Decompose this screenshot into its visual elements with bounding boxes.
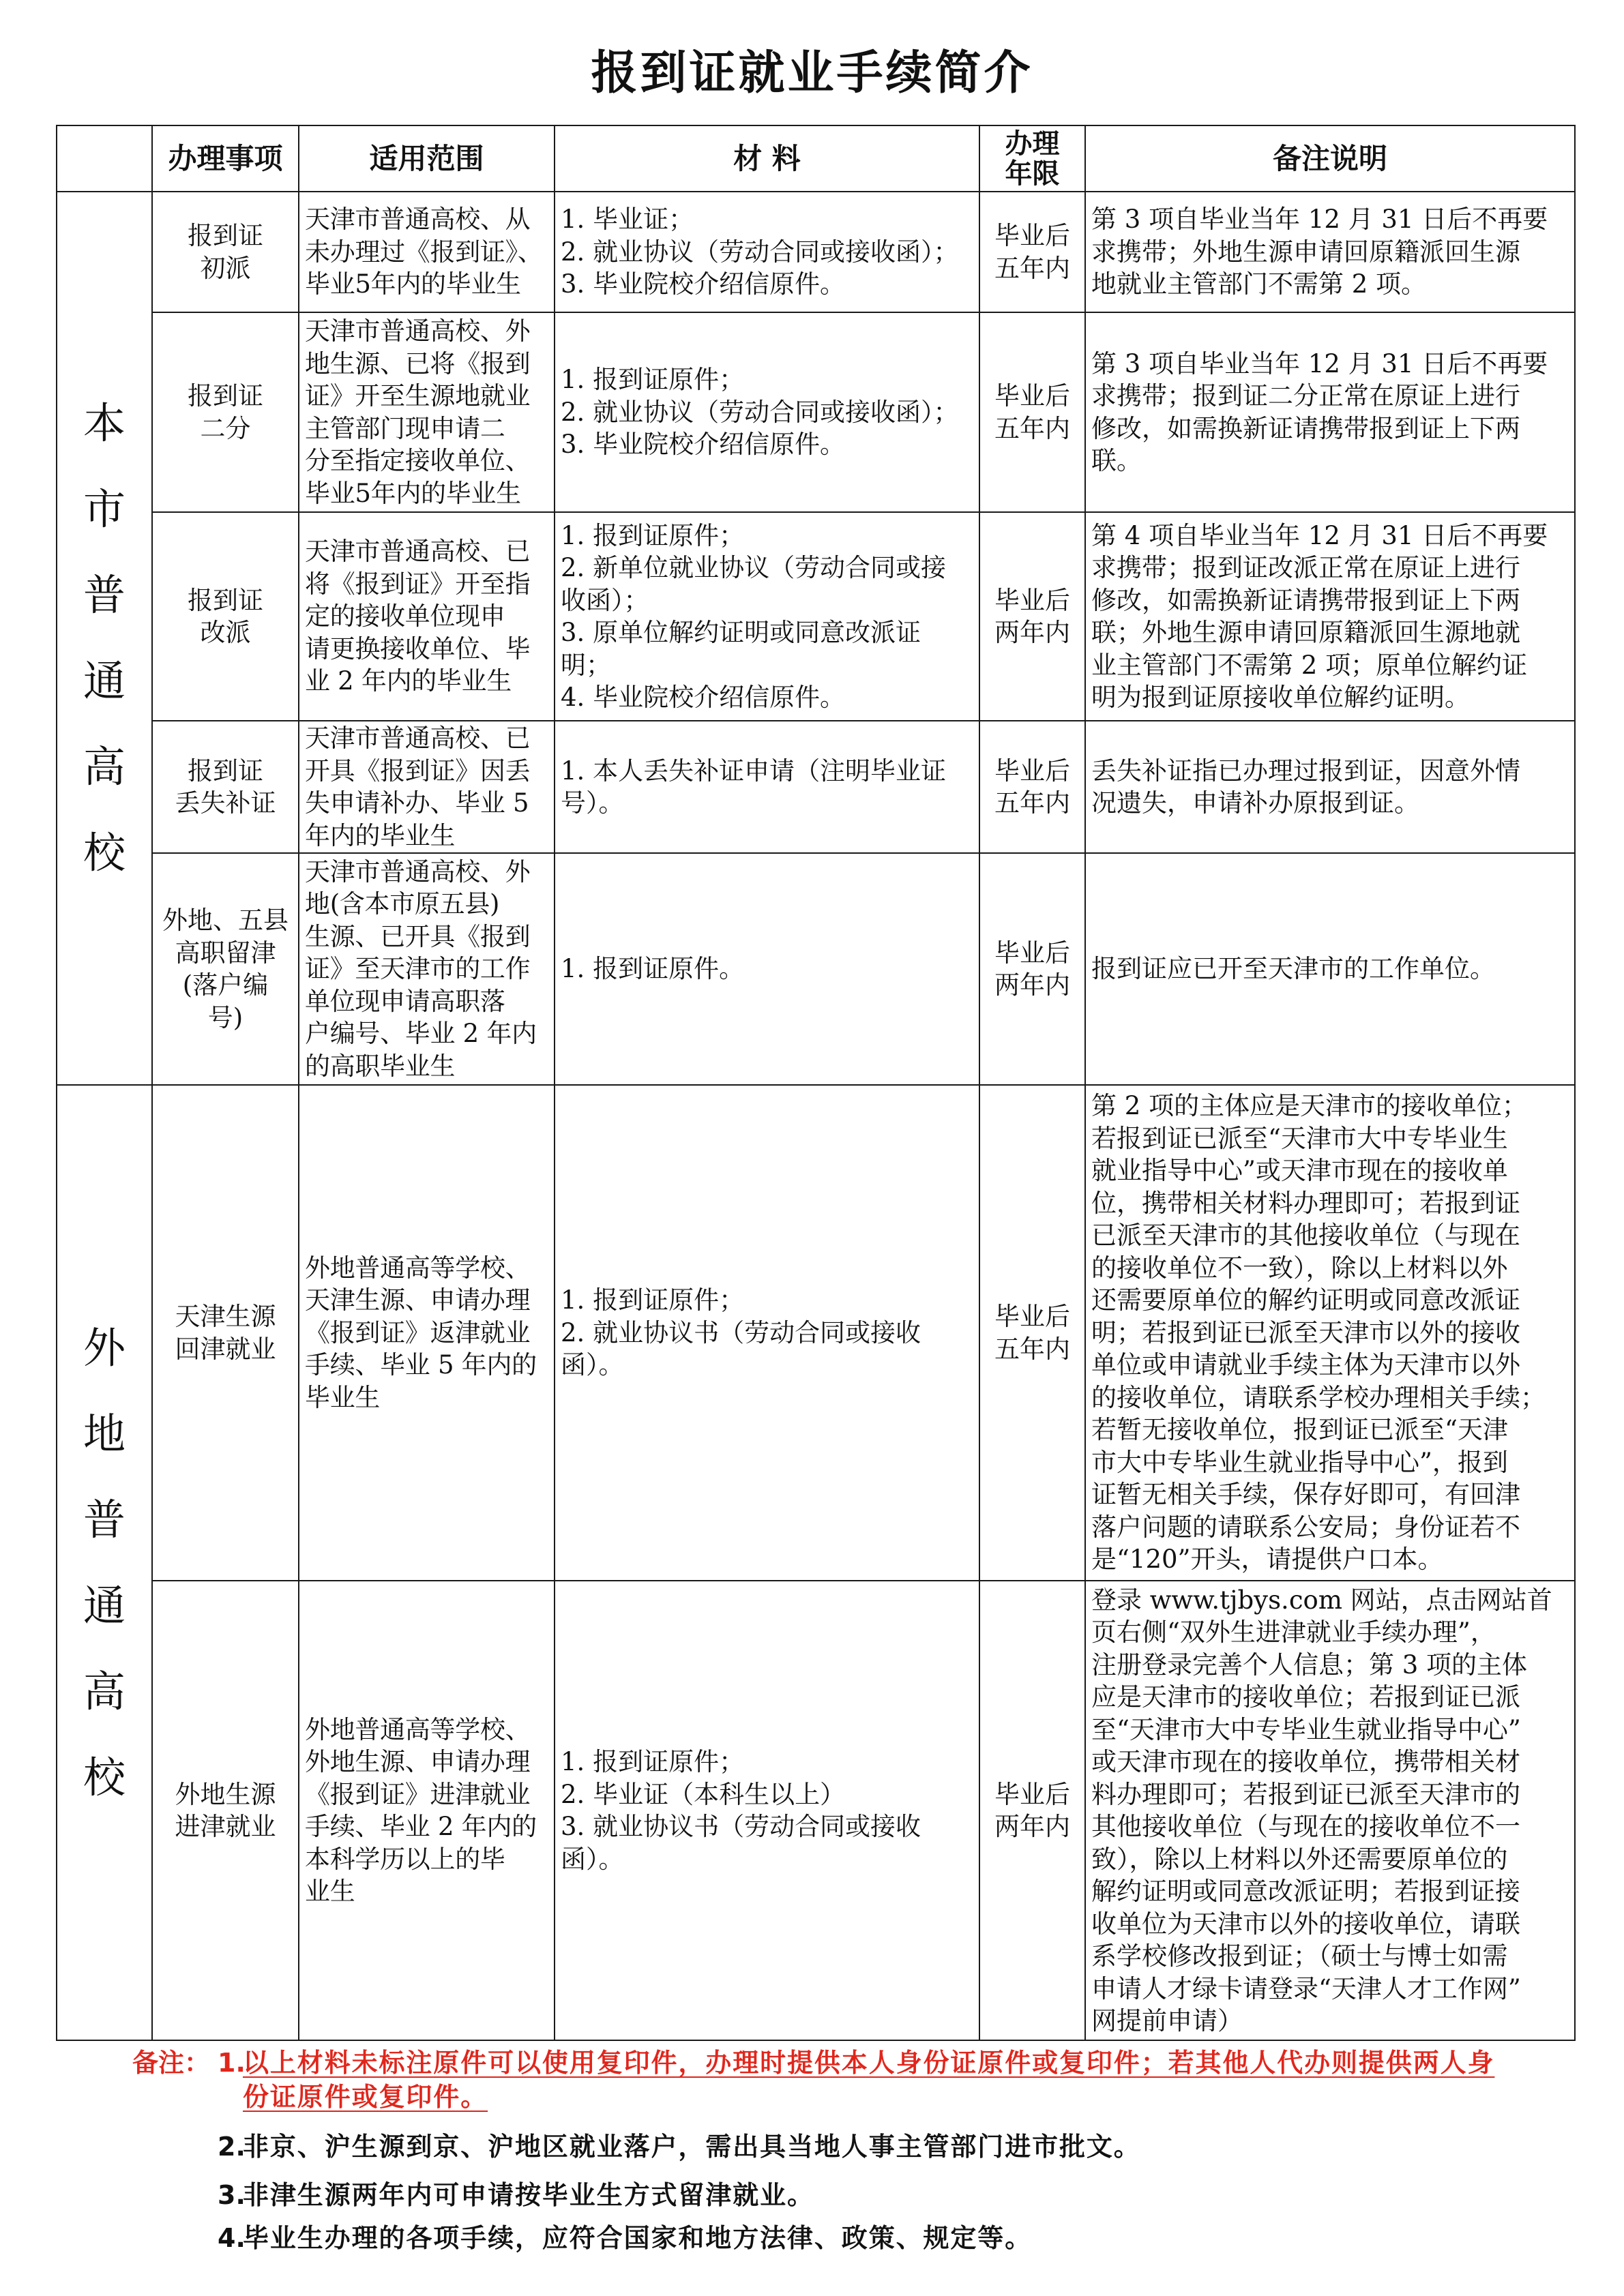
note-number: 1. [218,2048,246,2078]
remarks-cell: 第 2 项的主体应是天津市的接收单位； 若报到证已派至“天津市大中专毕业生 就业指导中心”或天津市现在的接收单 位，携带相关材料办理即可；若报到证 已派至天津市的其他接收单位（与现在 的接收单位不一致），除以上材料以外 还需要原单位的解约证明或同意改派证 明；若报到证已派至天津市以外的接收 单位或申请就业手续主体为天津市以外 的接收单位，请联系学校办理相关手续； 若暂无接收单位，报到证已派至“天津 市大中专毕业生就业指导中心”，报到 证暂无相关手续，保存好即可，有回津 落户问题的请联系公安局；身份证若不 是“120”开头，请提供户口本。 [1085,1085,1575,1581]
note-text: 毕业生办理的各项手续，应符合国家和地方法律、政策、规定等。 [243,2223,1033,2253]
period-cell: 毕业后 五年内 [979,312,1085,512]
note-item [0,2046,1624,2112]
procedures-table [56,125,1576,2041]
header-category [57,125,152,192]
item-cell: 报到证 初派 [152,192,299,312]
remarks-cell: 报到证应已开至天津市的工作单位。 [1085,853,1575,1085]
note-text: 以上材料未标注原件可以使用复印件，办理时提供本人身份证原件或复印件；若其他人代办则提供两人身份证原件或复印件。 [243,2048,1495,2112]
materials-cell: 1. 报到证原件； 2. 就业协议书（劳动合同或接收 函）。 [555,1085,979,1581]
materials-cell: 1. 报到证原件； 2. 毕业证（本科生以上） 3. 就业协议书（劳动合同或接收 函）。 [555,1581,979,2040]
materials-cell: 1. 报到证原件； 2. 新单位就业协议（劳动合同或接 收函）； 3. 原单位解约证明或同意改派证 明； 4. 毕业院校介绍信原件。 [555,512,979,721]
note-number: 4. [218,2223,246,2253]
item-cell: 报到证 丢失补证 [152,721,299,853]
period-cell: 毕业后 五年内 [979,192,1085,312]
header-item: 办理事项 [152,125,299,192]
materials-cell: 1. 报到证原件。 [555,853,979,1085]
period-cell: 毕业后 五年内 [979,721,1085,853]
header-materials: 材 料 [555,125,979,192]
item-cell: 天津生源 回津就业 [152,1085,299,1581]
category-label: 本市普通高校 [83,398,126,878]
item-cell: 报到证 改派 [152,512,299,721]
table-row [57,721,1575,853]
notes-label: 备注： [132,2048,211,2078]
note-number: 3. [218,2180,246,2210]
note-text: 非津生源两年内可申请按毕业生方式留津就业。 [243,2180,814,2210]
table-row [57,192,1575,312]
materials-cell: 1. 毕业证； 2. 就业协议（劳动合同或接收函）； 3. 毕业院校介绍信原件。 [555,192,979,312]
scope-cell: 天津市普通高校、从 未办理过《报到证》、 毕业5年内的毕业生 [299,192,555,312]
note-item [0,2221,1624,2255]
header-period: 办理 年限 [979,125,1085,192]
note-item [0,2130,1624,2164]
scope-cell: 天津市普通高校、外 地生源、已将《报到 证》开至生源地就业 主管部门现申请二 分至指定接收单位、 毕业5年内的毕业生 [299,312,555,512]
header-scope: 适用范围 [299,125,555,192]
period-cell: 毕业后 两年内 [979,512,1085,721]
category-cell [57,1085,152,2040]
note-text: 非京、沪生源到京、沪地区就业落户，需出具当地人事主管部门进市批文。 [243,2132,1141,2162]
page-title: 报到证就业手续简介 [591,46,1033,100]
table-row [57,1581,1575,2040]
remarks-cell: 登录 www.tjbys.com 网站，点击网站首 页右侧“双外生进津就业手续办理”， 注册登录完善个人信息；第 3 项的主体 应是天津市的接收单位；若报到证已派 至“天津市大中专毕业生就业指导中心” 或天津市现在的接收单位，携带相关材 料办理即可；若报到证已派至天津市的 其他接收单位（与现在的接收单位不一 致），除以上材料以外还需要原单位的 解约证明或同意改派证明；若报到证接 收单位为天津市以外的接收单位，请联 系学校修改报到证；（硕士与博士如需 申请人才绿卡请登录“天津人才工作网” 网提前申请） [1085,1581,1575,2040]
item-cell: 报到证 二分 [152,312,299,512]
item-cell: 外地生源 进津就业 [152,1581,299,2040]
materials-cell: 1. 本人丢失补证申请（注明毕业证 号）。 [555,721,979,853]
remarks-cell: 丢失补证指已办理过报到证，因意外情 况遗失，申请补办原报到证。 [1085,721,1575,853]
table-row [57,1085,1575,1581]
table-row [57,312,1575,512]
remarks-cell: 第 3 项自毕业当年 12 月 31 日后不再要 求携带；报到证二分正常在原证上进行 修改，如需换新证请携带报到证上下两 联。 [1085,312,1575,512]
period-cell: 毕业后 五年内 [979,1085,1085,1581]
scope-cell: 天津市普通高校、已 开具《报到证》因丢 失申请补办、毕业 5 年内的毕业生 [299,721,555,853]
category-label: 外地普通高校 [83,1322,126,1802]
scope-cell: 天津市普通高校、已 将《报到证》开至指 定的接收单位现申 请更换接收单位、毕 业 2 年内的毕业生 [299,512,555,721]
table-row [57,853,1575,1085]
scope-cell: 外地普通高等学校、 天津生源、申请办理 《报到证》返津就业 手续、毕业 5 年内的 毕业生 [299,1085,555,1581]
scope-cell: 天津市普通高校、外 地(含本市原五县) 生源、已开具《报到 证》至天津市的工作 单位现申请高职落 户编号、毕业 2 年内 的高职毕业生 [299,853,555,1085]
header-remarks: 备注说明 [1085,125,1575,192]
item-cell: 外地、五县 高职留津 (落户编 号) [152,853,299,1085]
category-cell [57,192,152,1085]
scope-cell: 外地普通高等学校、 外地生源、申请办理 《报到证》进津就业 手续、毕业 2 年内的 本科学历以上的毕 业生 [299,1581,555,2040]
table-row [57,512,1575,721]
materials-cell: 1. 报到证原件； 2. 就业协议（劳动合同或接收函）； 3. 毕业院校介绍信原件。 [555,312,979,512]
note-item [0,2178,1624,2212]
table-header-row [57,125,1575,192]
note-number: 2. [218,2132,246,2162]
period-cell: 毕业后 两年内 [979,853,1085,1085]
remarks-cell: 第 4 项自毕业当年 12 月 31 日后不再要 求携带；报到证改派正常在原证上进行 修改，如需换新证请携带报到证上下两 联；外地生源申请回原籍派回生源地就 业主管部门不需第 2 项；原单位解约证 明为报到证原接收单位解约证明。 [1085,512,1575,721]
remarks-cell: 第 3 项自毕业当年 12 月 31 日后不再要 求携带；外地生源申请回原籍派回生源 地就业主管部门不需第 2 项。 [1085,192,1575,312]
period-cell: 毕业后 两年内 [979,1581,1085,2040]
